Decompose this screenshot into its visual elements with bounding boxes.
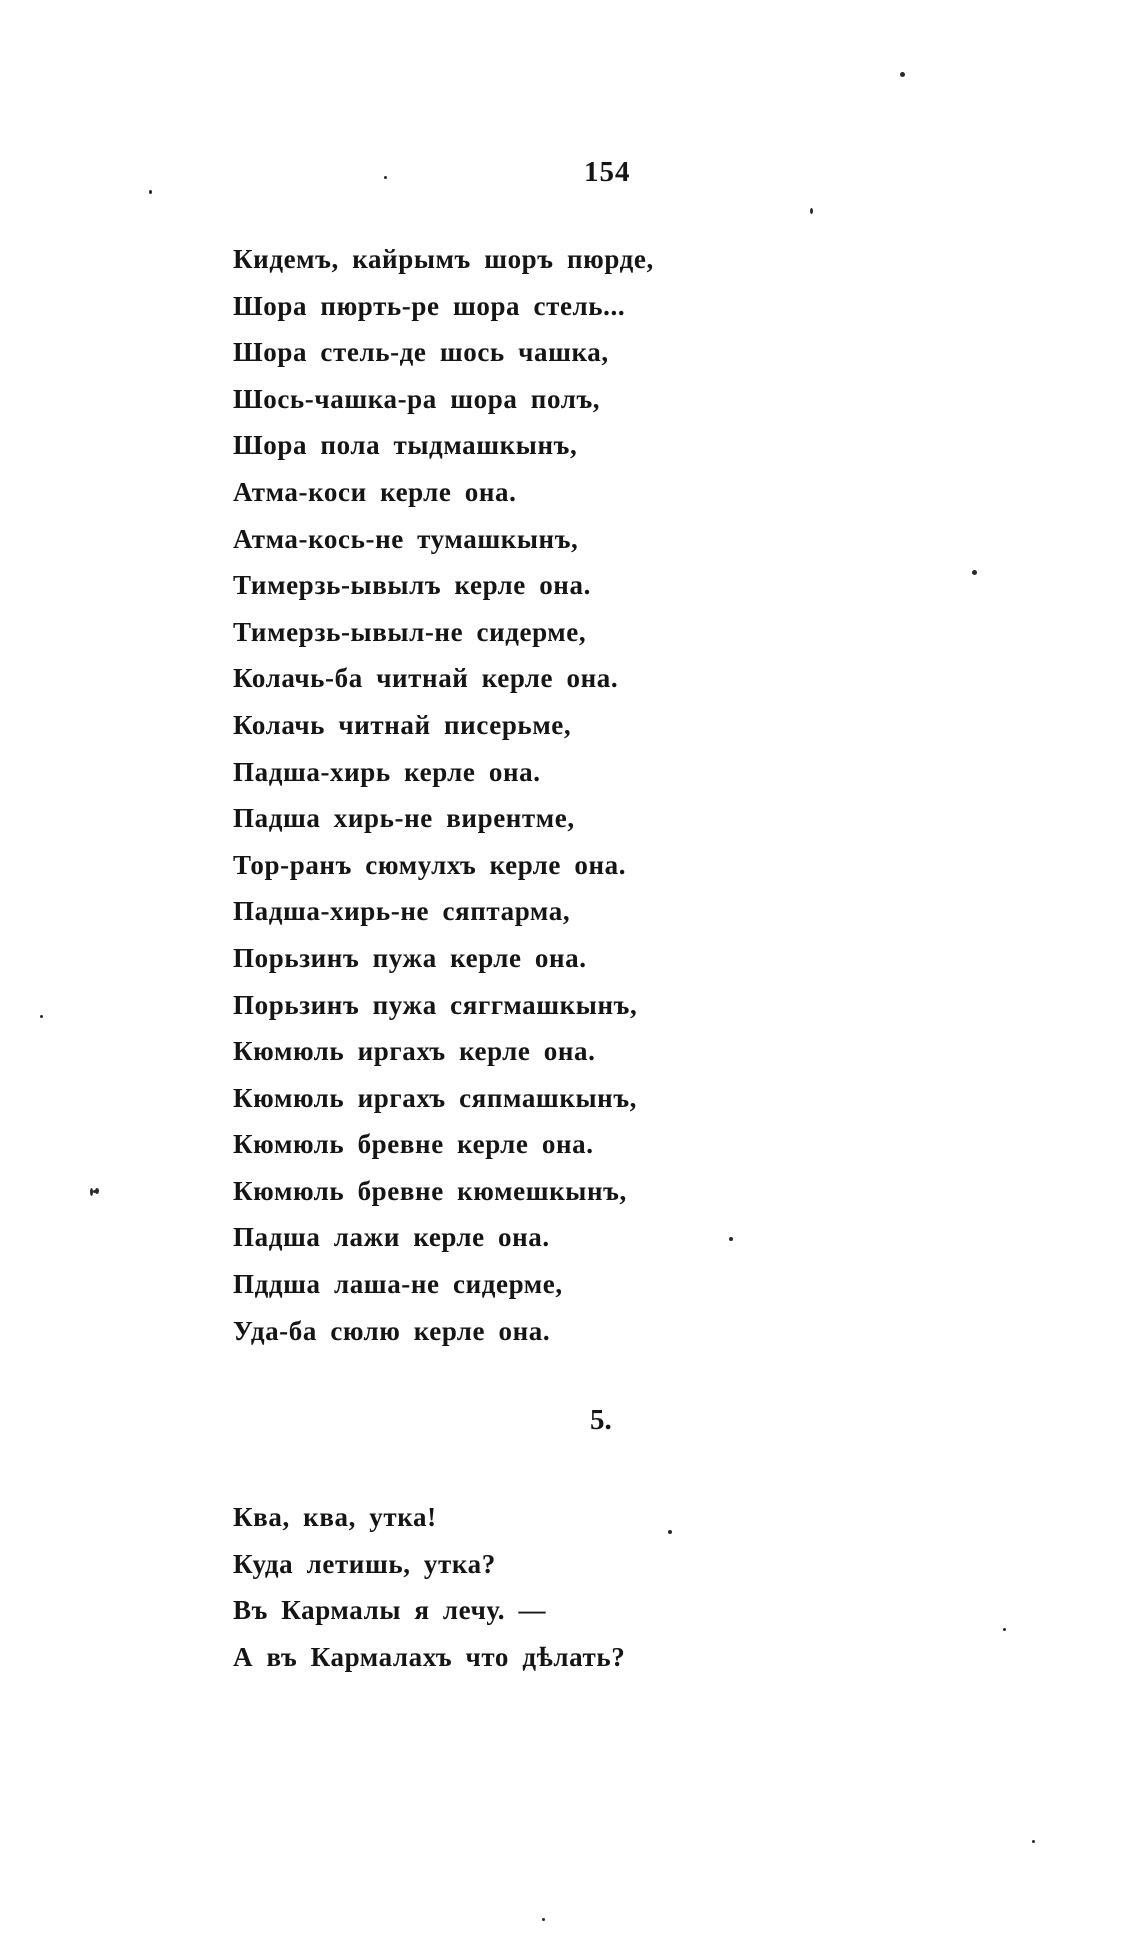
- poem-line: Въ Кармалы я лечу. —: [233, 1595, 547, 1626]
- poem-line: Падша-хирь-не сяптарма,: [233, 896, 571, 927]
- paper-speck: [729, 1237, 733, 1241]
- poem-line: Падша лажи керле она.: [233, 1222, 550, 1253]
- paper-speck: [384, 176, 387, 179]
- paper-speck: [972, 570, 977, 575]
- poem-line: Падша хирь-не вирентме,: [233, 803, 575, 834]
- paper-speck: [93, 1190, 96, 1193]
- paper-speck: [90, 1188, 93, 1196]
- poem-line: Кюмюль бревне кюмешкынъ,: [233, 1175, 627, 1206]
- poem-line: Шора пюрть-ре шора стель...: [233, 290, 626, 321]
- poem-line: Кюмюль иргахъ керле она.: [233, 1036, 596, 1067]
- poem-line: Тор-ранъ сюмулхъ керле она.: [233, 849, 627, 880]
- poem-line: Падша-хирь керле она.: [233, 756, 541, 787]
- poem-line: Порьзинъ пужа сяггмашкынъ,: [233, 989, 638, 1020]
- paper-speck: [810, 208, 813, 214]
- paper-speck: [1032, 1840, 1035, 1843]
- poem-line: Атма-кось-не тумашкынъ,: [233, 523, 579, 554]
- poem-line: Колачь читнай писерьме,: [233, 709, 572, 740]
- poem-stanza-1: [233, 236, 654, 1354]
- poem-line: Уда-ба сюлю керле она.: [233, 1315, 551, 1346]
- poem-line: Куда летишь, утка?: [233, 1548, 496, 1579]
- paper-speck: [668, 1530, 672, 1534]
- poem-line: Тимерзь-ывылъ керле она.: [233, 570, 591, 601]
- poem-line: Колачь-ба читнай керле она.: [233, 663, 619, 694]
- poem-line: Порьзинъ пужа керле она.: [233, 942, 587, 973]
- paper-speck: [1003, 1628, 1006, 1631]
- poem-stanza-2: [233, 1494, 625, 1680]
- paper-speck: [40, 1015, 43, 1018]
- page-number: 154: [584, 156, 631, 188]
- section-number: 5.: [590, 1404, 612, 1436]
- poem-line: Ква, ква, утка!: [233, 1502, 437, 1532]
- paper-speck: [149, 190, 152, 194]
- paper-speck: [900, 72, 905, 77]
- poem-line: Пддша лаша-не сидерме,: [233, 1269, 563, 1300]
- poem-line: Тимерзь-ывыл-не сидерме,: [233, 616, 587, 647]
- poem-line: Шось-чашка-ра шора полъ,: [233, 383, 601, 414]
- paper-speck: [542, 1918, 545, 1921]
- poem-line: Кюмюль иргахъ сяпмашкынъ,: [233, 1082, 638, 1113]
- poem-line: Кидемъ, кайрымъ шоръ пюрде,: [233, 244, 654, 274]
- poem-line: Шора пола тыдмашкынъ,: [233, 430, 578, 461]
- poem-line: Кюмюль бревне керле она.: [233, 1129, 594, 1160]
- poem-line: Шора стель-де шось чашка,: [233, 337, 609, 368]
- poem-line: А въ Кармалахъ что дѣлать?: [233, 1641, 626, 1672]
- poem-line: Атма-коси керле она.: [233, 476, 517, 507]
